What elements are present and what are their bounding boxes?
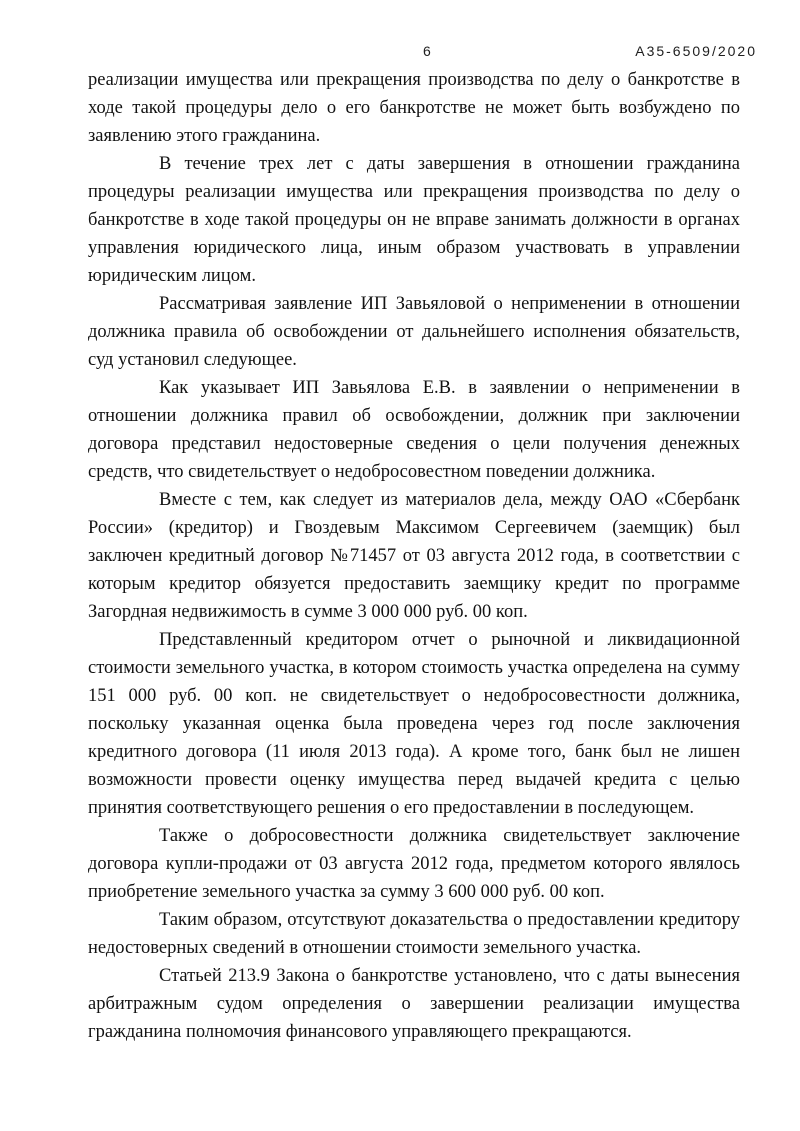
paragraph: Вместе с тем, как следует из материалов дела, между ОАО «Сбербанк России» (кредитор) и Гвоздевым Максимом Сергеевичем (заемщик) был заключен кредитный договор №71457 от 03 августа 2012 года, в соответствии с которым кредитор обязуется предоставить заемщику кредит по программе Загордная недвижимость в сумме 3 000 000 руб. 00 коп. xyxy=(88,490,740,622)
paragraph: реализации имущества или прекращения производства по делу о банкротстве в ходе такой процедуры дело о его банкротстве не может быть возбуждено по заявлению этого гражданина. xyxy=(88,70,740,146)
case-number: А35-6509/2020 xyxy=(635,43,757,59)
paragraph: Рассматривая заявление ИП Завьяловой о неприменении в отношении должника правила об освобождении от дальнейшего исполнения обязательств, суд установил следующее. xyxy=(88,294,740,370)
paragraph: В течение трех лет с даты завершения в отношении гражданина процедуры реализации имущества или прекращения производства по делу о банкротстве в ходе такой процедуры он не вправе занимать должности в органах управления юридического лица, иным образом участвовать в управлении юридическим лицом. xyxy=(88,154,740,286)
document-body xyxy=(88,66,740,1046)
page-header xyxy=(0,0,800,62)
paragraph: Также о добросовестности должника свидетельствует заключение договора купли-продажи от 03 августа 2012 года, предметом которого являлось приобретение земельного участка за сумму 3 600 000 руб. 00 коп. xyxy=(88,826,740,902)
page-number: 6 xyxy=(423,43,433,59)
paragraph: Как указывает ИП Завьялова Е.В. в заявлении о неприменении в отношении должника правил об освобождении, должник при заключении договора представил недостоверные сведения о цели получения денежных средств, что свидетельствует о недобросовестном поведении должника. xyxy=(88,378,740,482)
paragraph: Статьей 213.9 Закона о банкротстве установлено, что с даты вынесения арбитражным судом определения о завершении реализации имущества гражданина полномочия финансового управляющего прекращаются. xyxy=(88,966,740,1042)
paragraph: Представленный кредитором отчет о рыночной и ликвидационной стоимости земельного участка, в котором стоимость участка определена на сумму 151 000 руб. 00 коп. не свидетельствует о недобросовестности должника, поскольку указанная оценка была проведена через год после заключения кредитного договора (11 июля 2013 года). А кроме того, банк был не лишен возможности провести оценку имущества перед выдачей кредита с целью принятия соответствующего решения о его предоставлении в последующем. xyxy=(88,630,740,818)
paragraph: Таким образом, отсутствуют доказательства о предоставлении кредитору недостоверных сведений в отношении стоимости земельного участка. xyxy=(88,910,740,958)
